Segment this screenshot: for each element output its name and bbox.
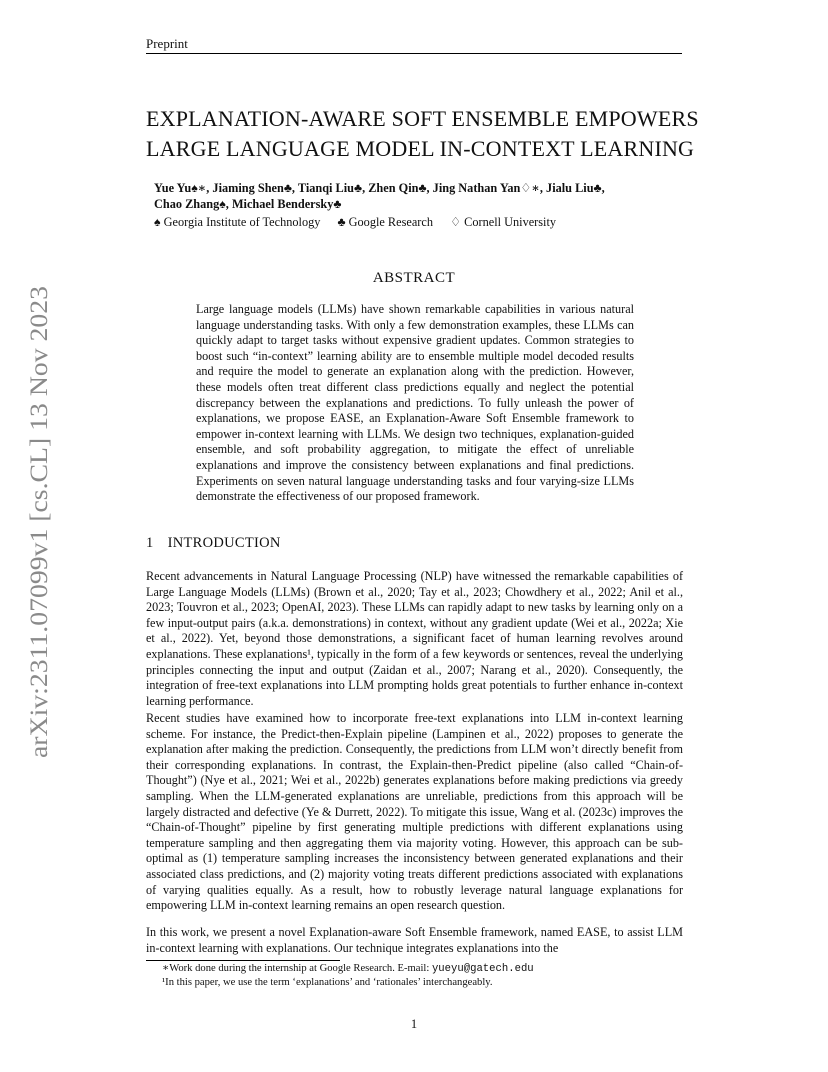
footnote-1-text: ∗Work done during the internship at Google Research. E-mail:	[162, 963, 432, 974]
title-line-2: LARGE LANGUAGE MODEL IN-CONTEXT LEARNING	[146, 136, 695, 161]
arxiv-identifier: arXiv:2311.07099v1 [cs.CL] 13 Nov 2023	[26, 332, 53, 758]
header-rule	[146, 53, 682, 54]
footnote-1	[162, 962, 534, 976]
affiliations	[154, 215, 570, 230]
authors-line-2: Chao Zhang♠, Michael Bendersky♣	[154, 197, 342, 211]
authors-line-1: Yue Yu♠∗, Jiaming Shen♣, Tianqi Liu♣, Zhen Qin♣, Jing Nathan Yan♢∗, Jialu Liu♣,	[154, 181, 605, 195]
section-heading	[146, 535, 281, 552]
title-line-1: EXPLANATION-AWARE SOFT ENSEMBLE EMPOWERS	[146, 106, 699, 131]
intro-paragraph-3: In this work, we present a novel Explanation-aware Soft Ensemble framework, named EASE, to assist LLM in-context learning with explanations. Our technique integrates explanations into the	[146, 925, 683, 955]
footnote-2: ¹In this paper, we use the term ‘explanations’ and ‘rationales’ interchangeably.	[162, 977, 493, 988]
section-number: 1	[146, 535, 154, 551]
author-list	[154, 180, 694, 212]
abstract-heading: ABSTRACT	[372, 270, 456, 286]
affiliation-cornell: ♢ Cornell University	[450, 215, 557, 229]
running-header: Preprint	[146, 36, 188, 51]
page-number: 1	[410, 1017, 418, 1031]
affiliation-google: ♣ Google Research	[337, 215, 433, 229]
footnote-rule	[146, 960, 340, 961]
intro-paragraph-2: Recent studies have examined how to incorporate free-text explanations into LLM in-context learning scheme. For instance, the Predict-then-Explain pipeline (Lampinen et al., 2022) proposes to generate the explanation after making the prediction. Consequently, the predictions from LLM won’t directly benefit from their corresponding explanations. In contrast, the Explain-then-Predict pipeline (also called “Chain-of-Thought”) (Nye et al., 2021; Wei et al., 2022b) generates explanations before making predictions via greedy sampling. When the LLM-generated explanations are unreliable, predictions from this approach will be largely distracted and defective (Ye & Durrett, 2022). To mitigate this issue, Wang et al. (2023c) improves the “Chain-of-Thought” pipeline by first generating multiple predictions with different explanations using temperature sampling and then aggregating them via majority voting. However, this approach can be sub-optimal as (1) temperature sampling increases the inconsistency between generated explanations and their associated class predictions, and (2) majority voting treats different predictions associated with explanations of varying qualities equally. As a result, how to robustly leverage natural language explanations for empowering LLM in-context learning remains an open research question.	[146, 711, 683, 913]
intro-paragraph-1: Recent advancements in Natural Language Processing (NLP) have witnessed the remarkable capabilities of Large Language Models (LLMs) (Brown et al., 2020; Tay et al., 2023; Chowdhery et al., 2022; Anil et al., 2023; Touvron et al., 2023; OpenAI, 2023). These LLMs can rapidly adapt to new tasks by learning only on a few input-output pairs (a.k.a. demonstrations) in context, without any gradient update (Wei et al., 2022a; Xie et al., 2022). Yet, beyond those demonstrations, a significant facet of human learning revolves around explanations. These explanations¹, typically in the form of a few keywords or sentences, reveal the underlying principles connecting the input and output (Zaidan et al., 2007; Narang et al., 2020). Consequently, the integration of free-text explanations into LLM prompting holds great potentials to further enhance in-context learning performance.	[146, 569, 683, 708]
section-title: INTRODUCTION	[167, 535, 281, 551]
arxiv-sidebar-stamp	[16, 282, 58, 762]
affiliation-georgia-tech: ♠ Georgia Institute of Technology	[154, 215, 321, 229]
abstract-text: Large language models (LLMs) have shown remarkable capabilities in various natural language understanding tasks. With only a few demonstration examples, these LLMs can quickly adapt to target tasks without expensive gradient updates. Common strategies to boost such “in-context” learning ability are to ensemble multiple model decoded results and require the model to generate an explanation along with the prediction. However, these models often treat different class predictions equally and neglect the potential discrepancy between the explanations and predictions. To fully unleash the power of explanations, we propose EASE, an Explanation-Aware Soft Ensemble framework to empower in-context learning with LLMs. We design two techniques, explanation-guided ensemble, and soft probability aggregation, to mitigate the effect of unreliable explanations and improve the consistency between explanations and final predictions. Experiments on seven natural language understanding tasks and four varying-size LLMs demonstrate the effectiveness of our proposed framework.	[196, 302, 634, 504]
footnote-email: yueyu@gatech.edu	[431, 963, 534, 975]
paper-title	[146, 104, 706, 164]
